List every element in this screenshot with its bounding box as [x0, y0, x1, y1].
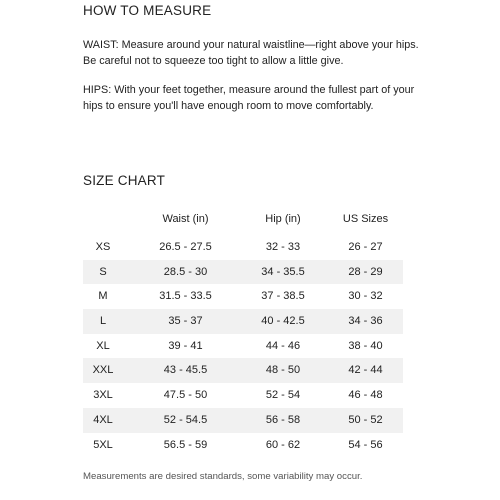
- us-size-value: 30 - 32: [348, 290, 383, 303]
- size-label: L: [99, 315, 107, 328]
- us-size-value: 34 - 36: [348, 315, 383, 328]
- us-size-value: 54 - 56: [348, 438, 383, 451]
- size-chart-title: SIZE CHART: [83, 173, 166, 188]
- header-waist: Waist (in): [162, 213, 209, 225]
- hip-value: 48 - 50: [265, 364, 301, 377]
- size-label: M: [98, 290, 108, 303]
- hip-value: 60 - 62: [265, 438, 301, 451]
- waist-value: 28.5 - 30: [163, 265, 208, 278]
- size-label: XL: [96, 339, 110, 352]
- size-label: XS: [95, 241, 111, 253]
- hip-value: 52 - 54: [265, 389, 301, 402]
- how-to-measure-title: HOW TO MEASURE: [83, 3, 212, 18]
- header-us-sizes: US Sizes: [342, 213, 389, 225]
- size-label: 5XL: [93, 438, 113, 451]
- waist-value: 35 - 37: [168, 315, 203, 328]
- us-size-value: 38 - 40: [348, 339, 383, 352]
- table-row: [83, 383, 403, 408]
- size-label: XXL: [92, 364, 114, 377]
- table-row: [83, 408, 403, 433]
- hip-value: 34 - 35.5: [261, 265, 305, 278]
- size-label: S: [99, 265, 107, 278]
- waist-value: 39 - 41: [168, 339, 203, 352]
- waist-value: 52 - 54.5: [163, 413, 208, 426]
- table-row: [83, 433, 403, 458]
- waist-value: 56.5 - 59: [163, 438, 208, 451]
- size-label: 4XL: [93, 413, 113, 426]
- hip-value: 44 - 46: [265, 339, 301, 352]
- us-size-value: 42 - 44: [348, 364, 383, 377]
- waist-value: 26.5 - 27.5: [159, 241, 212, 253]
- header-hip: Hip (in): [265, 213, 301, 225]
- table-row: [83, 260, 403, 285]
- table-row: [83, 358, 403, 383]
- table-row: [83, 235, 403, 260]
- hip-value: 56 - 58: [265, 413, 301, 426]
- us-size-value: 46 - 48: [348, 389, 383, 402]
- size-chart-table: [83, 207, 403, 457]
- hip-value: 40 - 42.5: [261, 315, 305, 328]
- hips-instructions: HIPS: With your feet together, measure around the fullest part of your hips to ensure you'll have enough room to move comfortably.: [83, 84, 415, 112]
- us-size-value: 26 - 27: [348, 241, 383, 253]
- us-size-value: 50 - 52: [348, 413, 383, 426]
- waist-value: 43 - 45.5: [163, 364, 208, 377]
- table-row: [83, 284, 403, 309]
- table-row: [83, 309, 403, 334]
- measurement-note: Measurements are desired standards, some variability may occur.: [83, 471, 363, 482]
- hip-value: 32 - 33: [265, 241, 301, 253]
- waist-value: 31.5 - 33.5: [159, 290, 212, 303]
- waist-instructions: WAIST: Measure around your natural waistline—right above your hips. Be careful not to squeeze too tight to allow a little give.: [83, 39, 419, 67]
- size-label: 3XL: [93, 389, 113, 402]
- us-size-value: 28 - 29: [348, 265, 383, 278]
- table-row: [83, 334, 403, 359]
- waist-value: 47.5 - 50: [163, 389, 208, 402]
- table-header: [83, 207, 403, 235]
- hip-value: 37 - 38.5: [261, 290, 305, 303]
